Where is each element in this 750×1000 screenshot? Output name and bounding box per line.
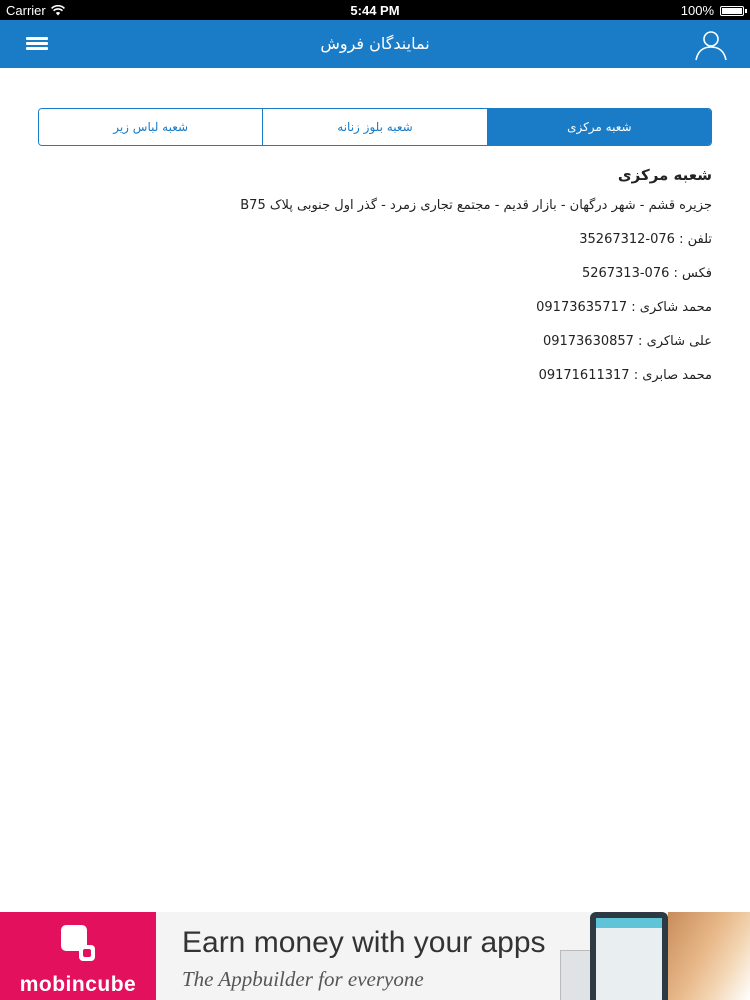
ad-subline: The Appbuilder for everyone (182, 967, 424, 991)
clock: 5:44 PM (350, 3, 400, 18)
contact-item: علی شاکری : 09173630857 (542, 334, 712, 349)
ad-brand-block (0, 912, 156, 1000)
ad-brand-name: mobincube (19, 973, 137, 996)
contact-item: محمد صابری : 09171611317 (538, 368, 712, 383)
carrier-label: Carrier (6, 3, 46, 18)
tab-central-branch[interactable]: شعبه مرکزی (487, 109, 711, 145)
ad-headline: Earn money with your apps (182, 926, 546, 959)
branch-fax: فکس : 076-5267313 (581, 266, 712, 281)
branch-title: شعبه مرکزی (617, 166, 712, 184)
ad-banner[interactable] (0, 912, 750, 1000)
tab-underwear-branch[interactable]: شعبه لباس زیر (39, 109, 262, 145)
branch-address: جزیره قشم - شهر درگهان - بازار قدیم - مجتمع تجاری زمرد - گذر اول جنوبی پلاک B75 (240, 198, 712, 213)
battery-percent: 100% (680, 3, 714, 18)
branch-tabs (38, 108, 712, 146)
branch-phone: تلفن : 076-35267312 (579, 232, 712, 247)
ad-tablet-image (590, 912, 668, 1000)
ad-person-image (668, 912, 750, 1000)
contact-item: محمد شاکری : 09173635717 (536, 300, 712, 315)
mobincube-logo-icon (55, 921, 99, 965)
branch-details (38, 166, 712, 402)
nav-bar (0, 20, 750, 68)
tab-blouse-branch[interactable]: شعبه بلوز زنانه (262, 109, 486, 145)
status-bar (0, 0, 750, 20)
user-profile-icon[interactable] (694, 28, 728, 62)
battery-icon (720, 6, 744, 16)
page-title: نمایندگان فروش (320, 34, 430, 53)
